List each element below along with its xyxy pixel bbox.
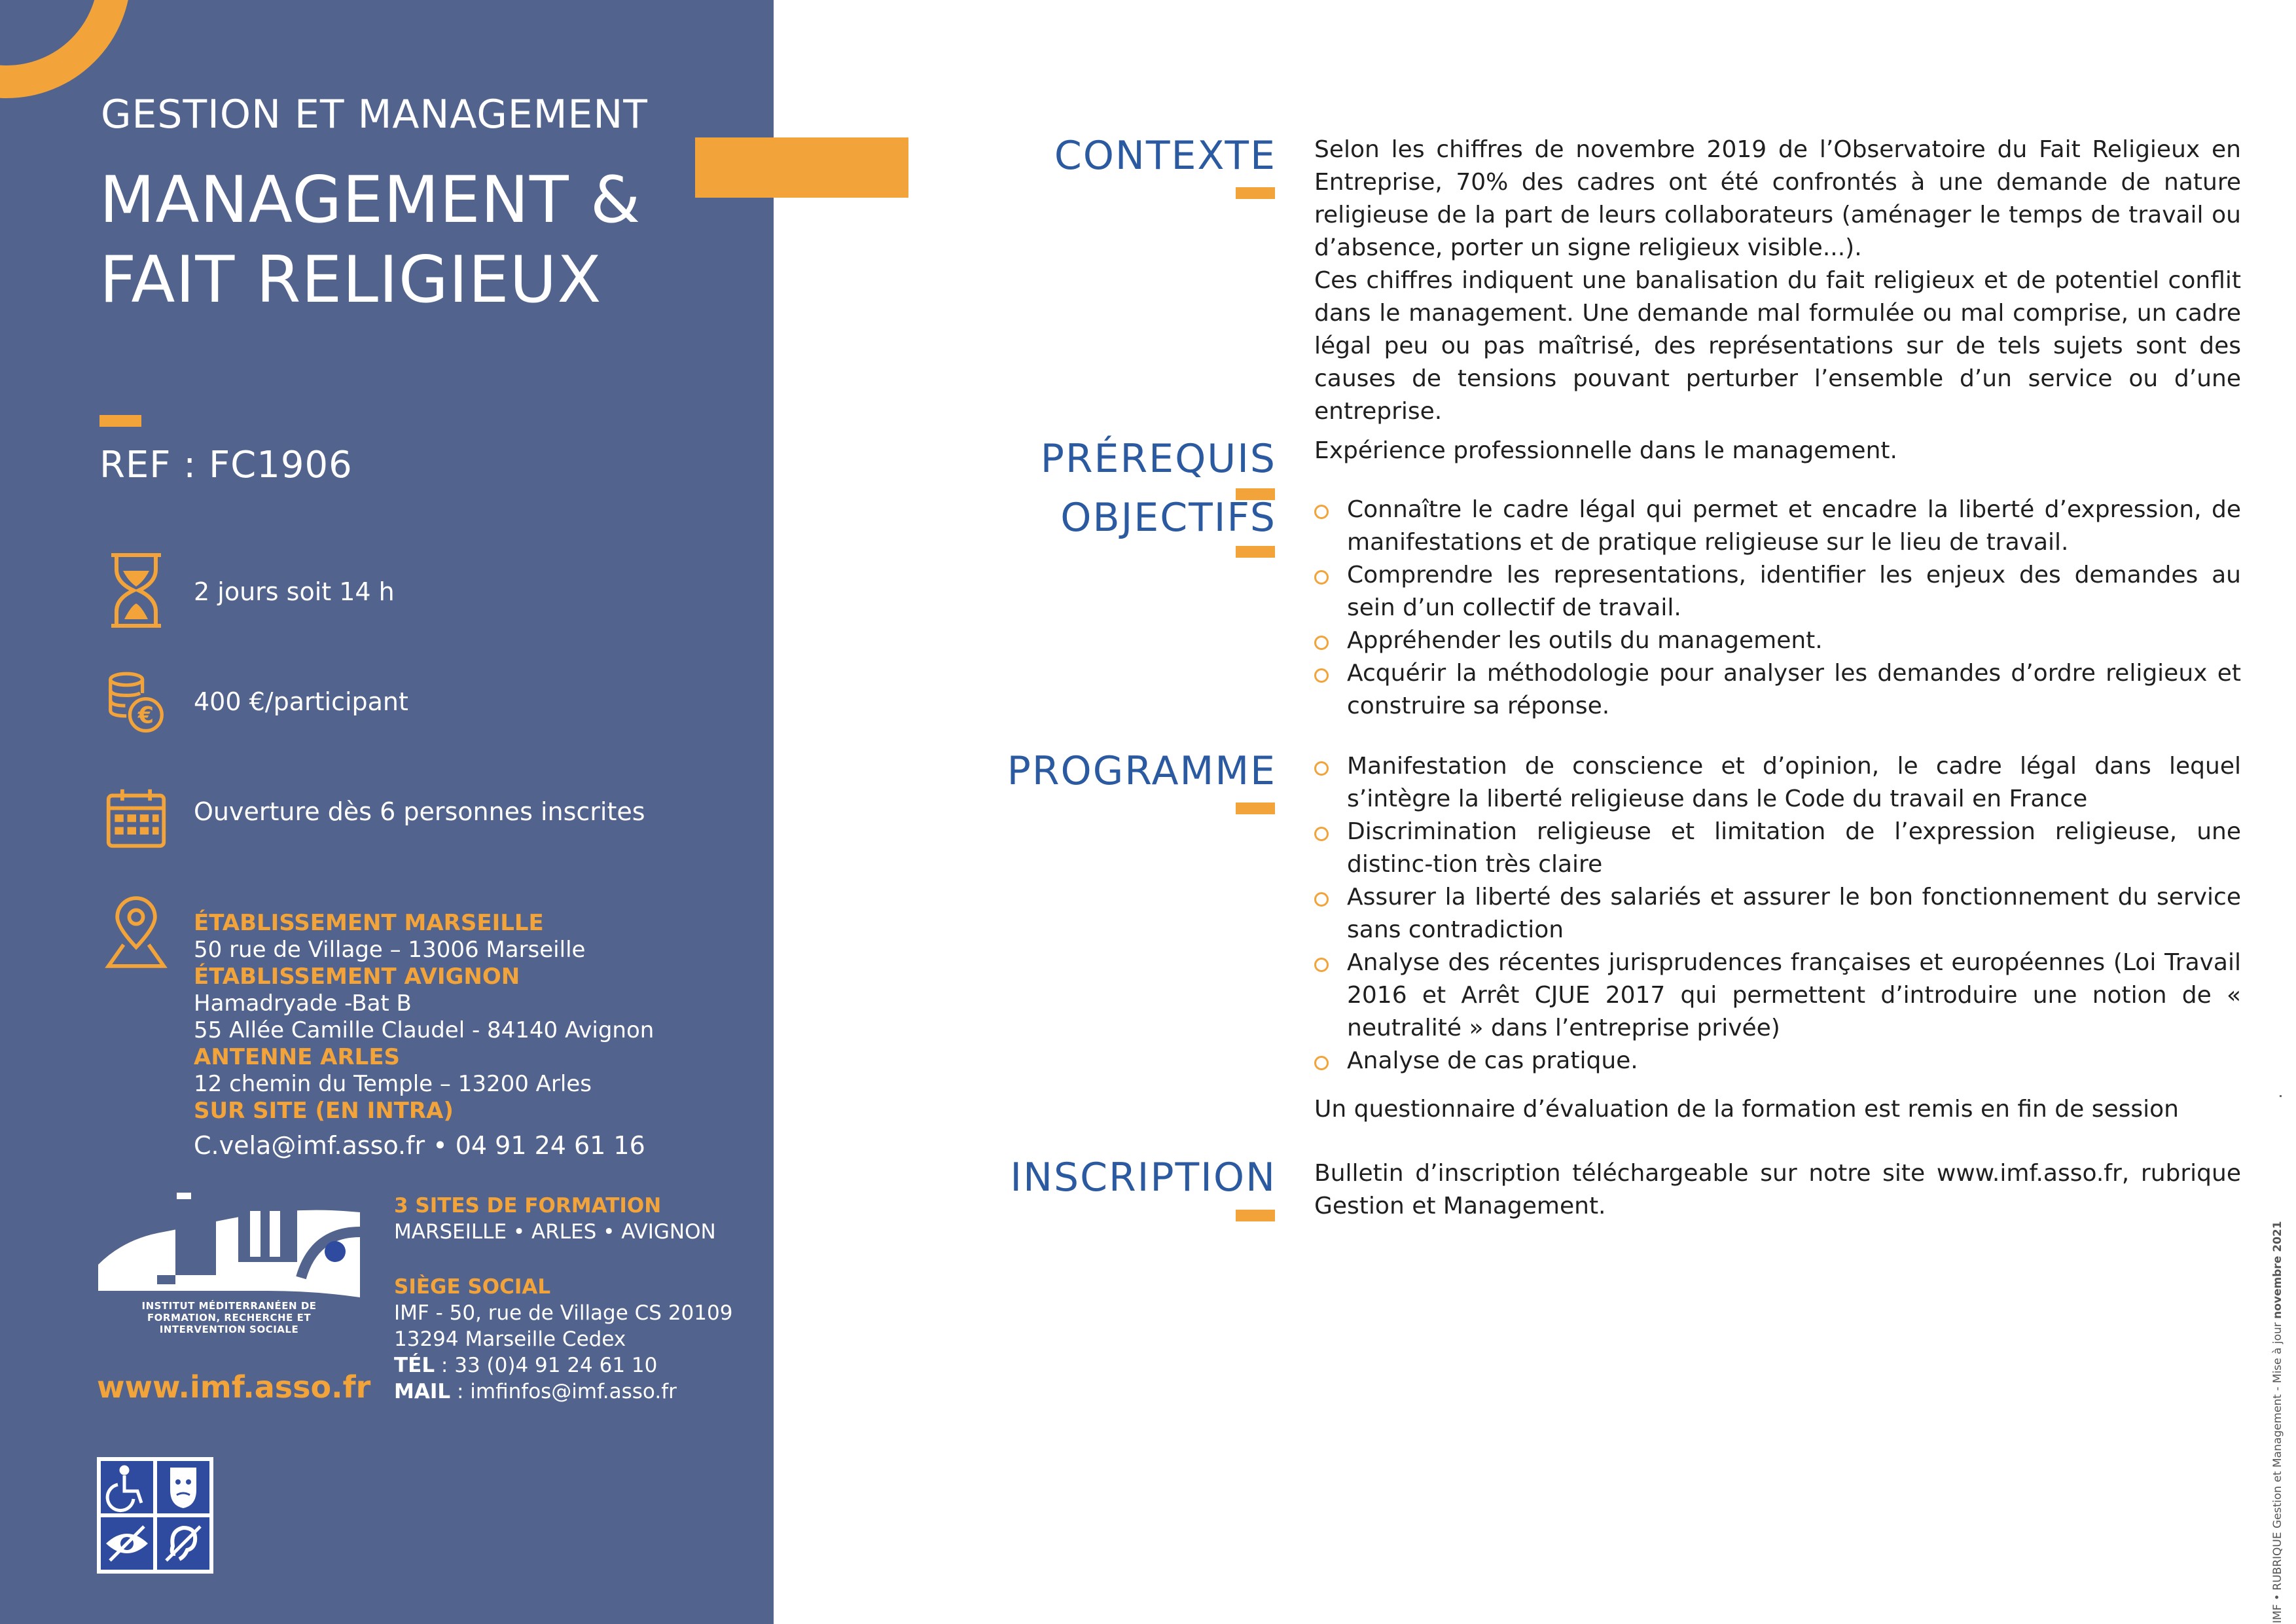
sites-list: MARSEILLE • ARLES • AVIGNON (394, 1220, 716, 1244)
accessibility-icons (97, 1457, 213, 1574)
list-item (1314, 624, 2241, 657)
list-item-text: Acquérir la méthodologie pour analyser les demandes d’ordre religieux et construire sa réponse. (1347, 660, 2241, 719)
location-line: 12 chemin du Temple – 13200 Arles (194, 1071, 592, 1097)
siege-block (394, 1274, 732, 1405)
calendar-icon (105, 779, 168, 857)
section-heading-objectifs: OBJECTIFS (1060, 495, 1276, 541)
inscription-text: Bulletin d’inscription téléchargeable sur notre site www.imf.asso.fr, rubrique Gestion et Management. (1314, 1160, 2241, 1219)
programme-list (1314, 750, 2241, 1077)
section-heading-contexte: CONTEXTE (1054, 133, 1276, 179)
list-item (1314, 947, 2241, 1045)
list-item-text: Comprendre les representations, identifier les enjeux des demandes au sein d’un collectif de travail. (1347, 562, 2241, 621)
evaluation-note: Un questionnaire d’évaluation de la formation est remis en fin de session (1314, 1096, 2179, 1123)
bullet-circle-icon (1314, 761, 1329, 776)
contexte-paragraph: Ces chiffres indiquent une banalisation du fait religieux et de potentiel conflit dans le management. Une demande mal formulée ou mal comprise, un cadre légal peu ou pas maîtrisé, des représentations sur de tels sujets sont des causes de tensions pouvant perturber l’ensemble d’un service ou d’une entreprise. (1314, 267, 2241, 425)
accent-dash (1236, 546, 1275, 558)
location-line: 55 Allée Camille Claudel - 84140 Avignon (194, 1017, 655, 1043)
svg-text:€: € (137, 702, 154, 729)
tel-value: : 33 (0)4 91 24 61 10 (435, 1354, 658, 1377)
category-label: GESTION ET MANAGEMENT (101, 92, 648, 137)
tel-label: TÉL (394, 1354, 435, 1377)
mail-label: MAIL (394, 1380, 451, 1403)
location-line: Hamadryade -Bat B (194, 990, 412, 1017)
map-pin-icon (105, 893, 168, 971)
hearing-impairment-icon (157, 1517, 209, 1570)
accent-bar (695, 137, 908, 198)
list-item-text: Assurer la liberté des salariés et assurer le bon fonctionnement du service sans contradiction (1347, 884, 2241, 943)
page-title (99, 160, 641, 320)
section-heading-prerequis: PRÉREQUIS (1040, 436, 1276, 482)
section-heading-inscription: INSCRIPTION (1010, 1155, 1276, 1200)
list-item (1314, 494, 2241, 559)
visual-impairment-icon (101, 1517, 153, 1570)
decorative-dot (2280, 1095, 2282, 1097)
location-line: 50 rue de Village – 13006 Marseille (194, 937, 586, 963)
title-line-2: FAIT RELIGIEUX (99, 243, 602, 317)
bullet-circle-icon (1314, 570, 1329, 585)
contexte-text (1314, 134, 2241, 428)
sites-block (394, 1193, 716, 1245)
bullet-circle-icon (1314, 668, 1329, 683)
list-item (1314, 1045, 2241, 1077)
update-note (2271, 1221, 2284, 1623)
list-item (1314, 750, 2241, 816)
mental-disability-icon (157, 1461, 209, 1513)
duration-text: 2 jours soit 14 h (194, 577, 395, 606)
list-item-text: Analyse des récentes jurisprudences françaises et européennes (Loi Travail 2016 et Arrêt CJUE 2017 qui permettent d’introduire une notion de « neutralité » dans l’entreprise privée) (1347, 949, 2241, 1041)
list-item-text: Analyse de cas pratique. (1347, 1047, 1638, 1074)
bullet-circle-icon (1314, 636, 1329, 650)
section-heading-programme: PROGRAMME (1007, 748, 1276, 794)
siege-mail (394, 1379, 732, 1405)
siege-heading: SIÈGE SOCIAL (394, 1275, 551, 1299)
reference-code: REF : FC1906 (99, 444, 353, 486)
location-heading: ANTENNE ARLES (194, 1044, 401, 1070)
list-item (1314, 657, 2241, 723)
update-note-text: IMF • RUBRIQUE Gestion et Management - Mise à jour (2271, 1318, 2284, 1623)
left-panel (0, 0, 774, 1624)
coins-euro-icon (105, 662, 168, 741)
wheelchair-icon (101, 1461, 153, 1513)
bullet-circle-icon (1314, 892, 1329, 907)
list-item (1314, 881, 2241, 947)
location-heading: ÉTABLISSEMENT AVIGNON (194, 964, 520, 990)
accent-dash (99, 415, 141, 427)
website-link[interactable]: www.imf.asso.fr (97, 1369, 371, 1405)
list-item-text: Appréhender les outils du management. (1347, 627, 1823, 654)
hourglass-icon (105, 551, 168, 630)
opening-text: Ouverture dès 6 personnes inscrites (194, 797, 645, 826)
sites-heading: 3 SITES DE FORMATION (394, 1194, 662, 1218)
siege-line: 13294 Marseille Cedex (394, 1327, 626, 1351)
bullet-circle-icon (1314, 1056, 1329, 1070)
bullet-circle-icon (1314, 958, 1329, 972)
mail-value: : imfinfos@imf.asso.fr (450, 1380, 677, 1403)
list-item-text: Connaître le cadre légal qui permet et encadre la liberté d’expression, de manifestations et de pratique religieuse sur le lieu de travail. (1347, 496, 2241, 556)
price-text: 400 €/participant (194, 687, 408, 716)
title-line-1: MANAGEMENT & (99, 163, 641, 238)
list-item (1314, 816, 2241, 881)
logo-caption: INSTITUT MÉDITERRANÉEN DE FORMATION, RECHERCHE ET INTERVENTION SOCIALE (141, 1300, 317, 1335)
accent-dash (1236, 1210, 1275, 1221)
location-heading: ÉTABLISSEMENT MARSEILLE (194, 910, 544, 936)
list-item (1314, 559, 2241, 624)
accent-dash (1236, 803, 1275, 814)
contact-line: C.vela@imf.asso.fr • 04 91 24 61 16 (194, 1131, 645, 1160)
prerequis-text: Expérience professionnelle dans le management. (1314, 437, 1897, 464)
contexte-paragraph: Selon les chiffres de novembre 2019 de l’Observatoire du Fait Religieux en Entreprise, 70% des cadres ont été confrontés à une demande de nature religieuse de la part de leurs collaborateurs (aménager le temps de travail ou d’absence, porter un signe religieux visible...). (1314, 136, 2241, 261)
list-item-text: Manifestation de conscience et d’opinion, le cadre légal dans lequel s’intègre la liberté religieuse dans le Code du travail en France (1347, 753, 2241, 812)
update-note-date: novembre 2021 (2271, 1221, 2284, 1319)
list-item-text: Discrimination religieuse et limitation de l’expression religieuse, une distinc-tion très claire (1347, 818, 2241, 878)
location-heading: SUR SITE (EN INTRA) (194, 1098, 454, 1124)
accent-dash (1236, 187, 1275, 199)
siege-tel (394, 1352, 732, 1379)
decorative-arc (0, 0, 131, 98)
location-marseille (194, 910, 654, 1125)
bullet-circle-icon (1314, 827, 1329, 841)
objectifs-list (1314, 494, 2241, 723)
siege-line: IMF - 50, rue de Village CS 20109 (394, 1301, 733, 1325)
bullet-circle-icon (1314, 505, 1329, 519)
